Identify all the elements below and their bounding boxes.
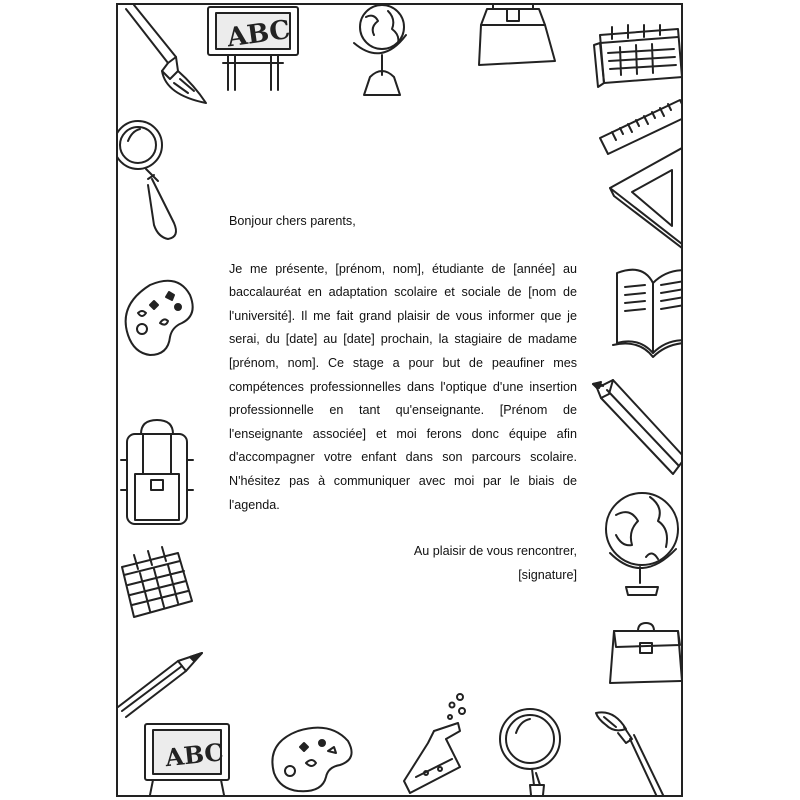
letter-page [116,3,683,797]
backpack-icon [121,420,196,535]
letter-closing: Au plaisir de vous rencontrer, [413,544,577,559]
flask-icon [400,693,490,797]
paint-palette-icon [268,723,358,793]
chalkboard-icon [143,720,233,797]
letter-paragraph: Je me présente, [prénom, nom], étudiante de [année] au baccalauréat en adaptation scolaire et sociale de [nom de l'université]. Il me fait grand plaisir de vous informer que je serai, du [date] au [date] prochain, la stagiaire de madame [prénom, nom]. Ce stage a pour but de peaufiner mes compétences professionnelles dans l'optique d'une insertion professionnelle en tant qu'enseignante. [Prénom de l'enseignante associée] et moi ferons donc équipe afin d'accompagner votre enfant dans son parcours scolaire. N'hésitez pas à communiquer avec moi par le biais de l'agenda. [229,261,577,512]
paintbrush-icon [594,709,674,797]
pencil-icon [118,653,208,723]
paint-palette-icon [120,275,200,365]
letter-greeting: Bonjour chers parents, [229,214,356,228]
letter-signature: [signature] [518,567,577,582]
chalkboard-text: ABC [225,14,293,54]
open-book-icon [613,263,683,358]
briefcase-icon [610,617,683,692]
briefcase-icon [473,5,563,75]
globe-icon [602,487,683,597]
calendar-icon [118,545,198,625]
magnifying-glass-icon [118,117,188,247]
chalkboard-icon [203,5,303,95]
chalkboard-text: ABC [163,737,225,773]
globe-icon [340,5,430,100]
paintbrush-icon [118,5,213,110]
magnifying-glass-icon [496,705,576,797]
set-square-icon [610,148,683,248]
calendar-icon [590,25,683,95]
pencil-icon [593,380,683,480]
letter-body [229,210,577,587]
